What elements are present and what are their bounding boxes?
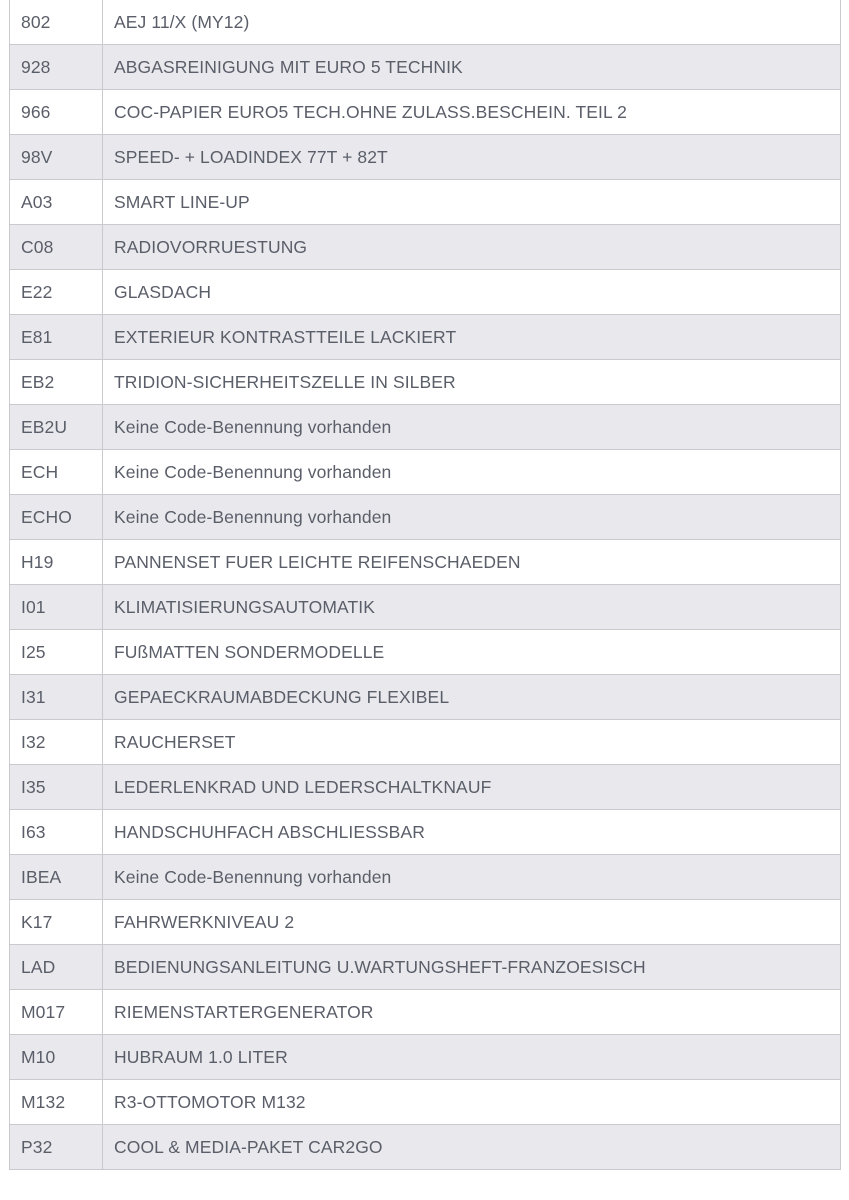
code-cell: 928 — [10, 45, 103, 90]
code-cell: LAD — [10, 945, 103, 990]
table-row — [10, 225, 841, 270]
table-row — [10, 450, 841, 495]
description-cell: COOL & MEDIA-PAKET CAR2GO — [103, 1125, 841, 1170]
description-cell: BEDIENUNGSANLEITUNG U.WARTUNGSHEFT-FRANZOESISCH — [103, 945, 841, 990]
description-cell: COC-PAPIER EURO5 TECH.OHNE ZULASS.BESCHEIN. TEIL 2 — [103, 90, 841, 135]
code-cell: E81 — [10, 315, 103, 360]
code-cell: ECH — [10, 450, 103, 495]
table-row — [10, 360, 841, 405]
table-row — [10, 675, 841, 720]
code-cell: I32 — [10, 720, 103, 765]
description-cell: AEJ 11/X (MY12) — [103, 0, 841, 45]
table-row — [10, 1080, 841, 1125]
table-row — [10, 315, 841, 360]
description-cell: Keine Code-Benennung vorhanden — [103, 405, 841, 450]
code-cell: 98V — [10, 135, 103, 180]
description-cell: ABGASREINIGUNG MIT EURO 5 TECHNIK — [103, 45, 841, 90]
description-cell: RIEMENSTARTERGENERATOR — [103, 990, 841, 1035]
code-cell: ECHO — [10, 495, 103, 540]
code-cell: C08 — [10, 225, 103, 270]
description-cell: Keine Code-Benennung vorhanden — [103, 450, 841, 495]
code-cell: 966 — [10, 90, 103, 135]
description-cell: GLASDACH — [103, 270, 841, 315]
table-row — [10, 720, 841, 765]
code-cell: A03 — [10, 180, 103, 225]
table-row — [10, 855, 841, 900]
description-cell: RAUCHERSET — [103, 720, 841, 765]
table-row — [10, 180, 841, 225]
description-cell: Keine Code-Benennung vorhanden — [103, 495, 841, 540]
description-cell: R3-OTTOMOTOR M132 — [103, 1080, 841, 1125]
description-cell: EXTERIEUR KONTRASTTEILE LACKIERT — [103, 315, 841, 360]
code-cell: I31 — [10, 675, 103, 720]
description-cell: FAHRWERKNIVEAU 2 — [103, 900, 841, 945]
table-row — [10, 945, 841, 990]
code-cell: P32 — [10, 1125, 103, 1170]
code-cell: I25 — [10, 630, 103, 675]
code-cell: H19 — [10, 540, 103, 585]
code-cell: EB2 — [10, 360, 103, 405]
description-cell: RADIOVORRUESTUNG — [103, 225, 841, 270]
description-cell: TRIDION-SICHERHEITSZELLE IN SILBER — [103, 360, 841, 405]
table-row — [10, 45, 841, 90]
code-cell: M017 — [10, 990, 103, 1035]
description-cell: Keine Code-Benennung vorhanden — [103, 855, 841, 900]
table-row — [10, 765, 841, 810]
description-cell: HANDSCHUHFACH ABSCHLIESSBAR — [103, 810, 841, 855]
code-cell: EB2U — [10, 405, 103, 450]
table-body — [10, 0, 841, 1170]
code-cell: I63 — [10, 810, 103, 855]
table-row — [10, 495, 841, 540]
description-cell: PANNENSET FUER LEICHTE REIFENSCHAEDEN — [103, 540, 841, 585]
table-row — [10, 990, 841, 1035]
table-row — [10, 1125, 841, 1170]
table-row — [10, 585, 841, 630]
code-cell: M10 — [10, 1035, 103, 1080]
description-cell: GEPAECKRAUMABDECKUNG FLEXIBEL — [103, 675, 841, 720]
table-row — [10, 0, 841, 45]
code-cell: I01 — [10, 585, 103, 630]
description-cell: SMART LINE-UP — [103, 180, 841, 225]
code-cell: 802 — [10, 0, 103, 45]
description-cell: SPEED- + LOADINDEX 77T + 82T — [103, 135, 841, 180]
table-row — [10, 405, 841, 450]
table-row — [10, 90, 841, 135]
equipment-code-table — [9, 0, 841, 1170]
table-row — [10, 810, 841, 855]
code-cell: K17 — [10, 900, 103, 945]
description-cell: FUßMATTEN SONDERMODELLE — [103, 630, 841, 675]
code-cell: E22 — [10, 270, 103, 315]
table-row — [10, 630, 841, 675]
table-row — [10, 540, 841, 585]
code-cell: I35 — [10, 765, 103, 810]
description-cell: HUBRAUM 1.0 LITER — [103, 1035, 841, 1080]
table-row — [10, 900, 841, 945]
code-cell: M132 — [10, 1080, 103, 1125]
description-cell: LEDERLENKRAD UND LEDERSCHALTKNAUF — [103, 765, 841, 810]
code-cell: IBEA — [10, 855, 103, 900]
equipment-code-table-container — [9, 0, 840, 1170]
table-row — [10, 135, 841, 180]
description-cell: KLIMATISIERUNGSAUTOMATIK — [103, 585, 841, 630]
table-row — [10, 270, 841, 315]
table-row — [10, 1035, 841, 1080]
